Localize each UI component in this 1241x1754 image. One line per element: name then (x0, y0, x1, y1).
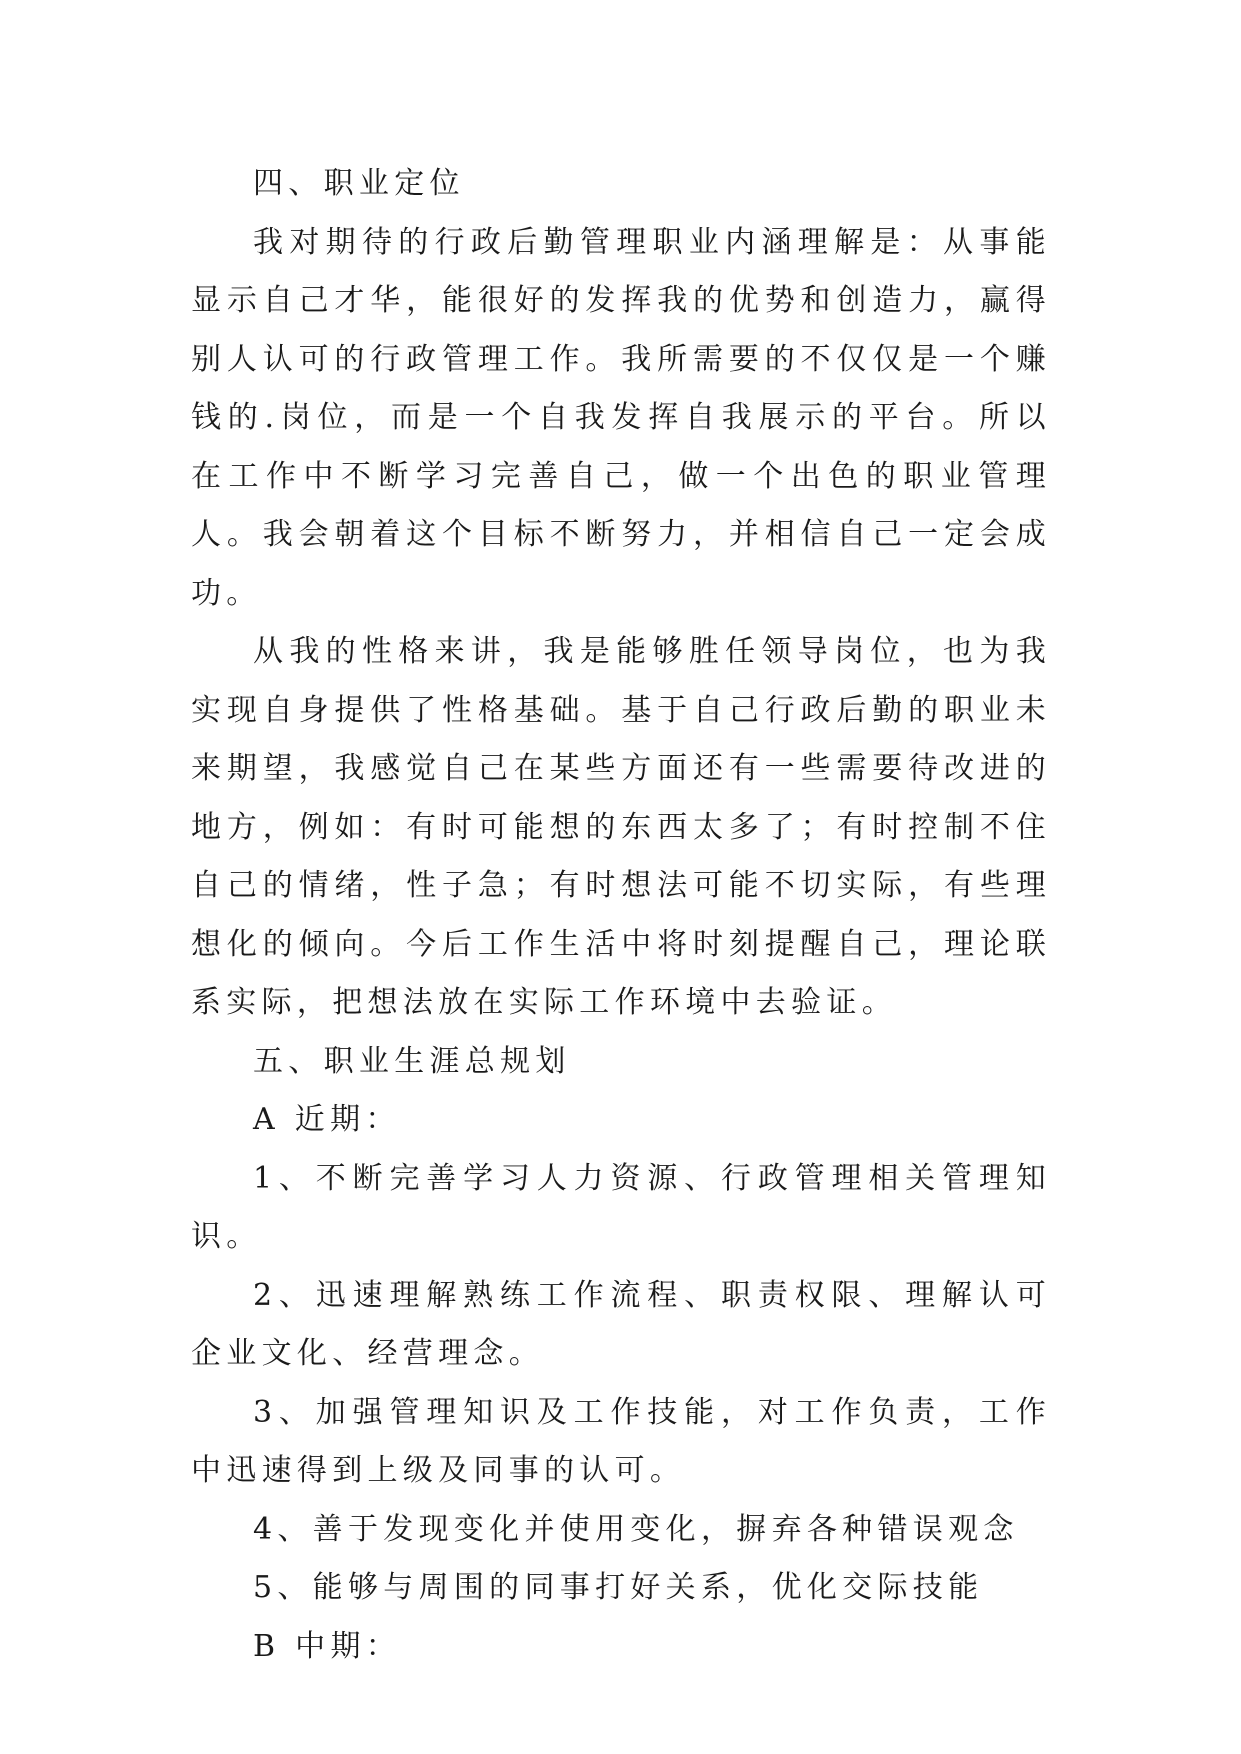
list-item: 5、能够与周围的同事打好关系，优化交际技能 (253, 1570, 984, 1605)
near-term-label: A 近期： (253, 1102, 401, 1137)
section-heading-career-plan: 五、职业生涯总规划 (253, 1043, 571, 1079)
document-body (191, 155, 1051, 1676)
section-heading-career-positioning: 四、职业定位 (253, 166, 465, 201)
list-item: 3、加强管理知识及工作技能，对工作负责，工作中迅速得到上级及同事的认可。 (191, 1394, 1051, 1488)
list-item: 4、善于发现变化并使用变化，摒弃各种错误观念 (253, 1511, 1019, 1547)
paragraph-personality: 从我的性格来讲，我是能够胜任领导岗位，也为我实现自身提供了性格基础。基于自己行政后勤的职业未来期望，我感觉自己在某些方面还有一些需要待改进的地方，例如：有时可能想的东西太多了；有时控制不住自己的情绪，性子急；有时想法可能不切实际，有些理想化的倾向。今后工作生活中将时刻提醒自己，理论联系实际，把想法放在实际工作环境中去验证。 (191, 634, 1051, 1020)
mid-term-label: B 中期： (253, 1628, 402, 1664)
list-item: 2、迅速理解熟练工作流程、职责权限、理解认可企业文化、经营理念。 (191, 1277, 1051, 1371)
paragraph-career-understanding: 我对期待的行政后勤管理职业内涵理解是：从事能显示自己才华，能很好的发挥我的优势和创造力，赢得别人认可的行政管理工作。我所需要的不仅仅是一个赚钱的.岗位，而是一个自我发挥自我展示的平台。所以在工作中不断学习完善自己，做一个出色的职业管理人。我会朝着这个目标不断努力，并相信自己一定会成功。 (191, 224, 1051, 611)
list-item: 1、不断完善学习人力资源、行政管理相关管理知识。 (191, 1160, 1051, 1254)
